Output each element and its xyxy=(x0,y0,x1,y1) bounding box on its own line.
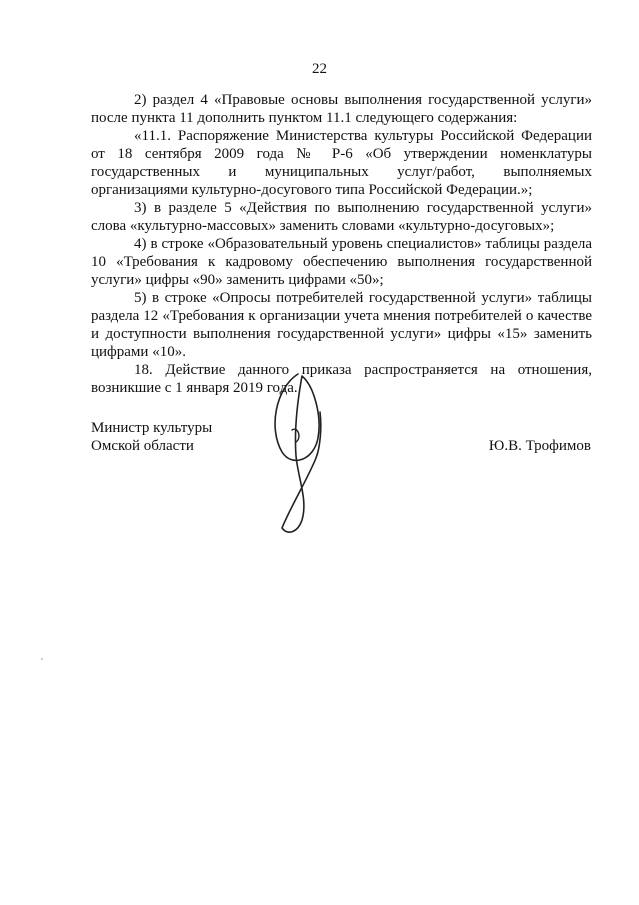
paragraph-clause-18: 18. Действие данного приказа распространяется на отношения, возникшие с 1 января 2019 года. xyxy=(91,362,592,396)
signatory-title-line1: Министр культуры xyxy=(91,420,213,436)
scan-speck xyxy=(41,658,43,660)
handwritten-signature xyxy=(258,368,348,538)
page-number: 22 xyxy=(312,61,327,77)
paragraph-item-4: 4) в строке «Образовательный уровень специалистов» таблицы раздела 10 «Требования к кадровому обеспечению выполнения государственной услуги» цифры «90» заменить цифрами «50»; xyxy=(91,236,592,288)
paragraph-item-5: 5) в строке «Опросы потребителей государственной услуги» таблицы раздела 12 «Требования к организации учета мнения потребителей о качестве и доступности выполнения государственной услуги» цифры «15» заменить цифрами «10». xyxy=(91,290,592,360)
signatory-name: Ю.В. Трофимов xyxy=(488,438,591,454)
paragraph-quote-11-1: «11.1. Распоряжение Министерства культуры Российской Федерации от 18 сентября 2009 года № Р-6 «Об утверждении номенклатуры государственных и муниципальных услуг/работ, выполняемых организациями культурно-досугового типа Российской Федерации.»; xyxy=(91,128,592,198)
signatory-title xyxy=(91,419,212,455)
paragraph-item-2: 2) раздел 4 «Правовые основы выполнения государственной услуги» после пункта 11 дополнить пунктом 11.1 следующего содержания: xyxy=(91,92,592,126)
document-body xyxy=(91,91,592,397)
signatory-title-line2: Омской области xyxy=(91,438,194,454)
paragraph-item-3: 3) в разделе 5 «Действия по выполнению государственной услуги» слова «культурно-массовых» заменить словами «культурно-досуговых»; xyxy=(91,200,592,234)
